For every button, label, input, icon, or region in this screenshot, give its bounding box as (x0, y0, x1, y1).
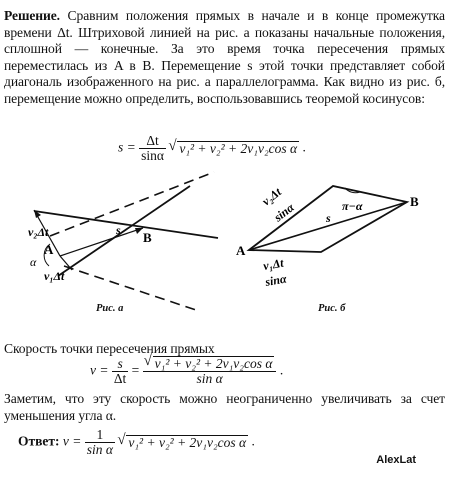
solution-paragraph (4, 8, 445, 108)
speed-text: Скорость точки пересечения прямых (4, 341, 215, 356)
fig-a-label-v1: v₁Δt (44, 269, 65, 283)
formula2-den: Δt (113, 370, 127, 386)
answer-end: . (251, 433, 255, 449)
formula1-end: . (302, 139, 306, 155)
fig-b-label-bot-num: v₁Δt (262, 255, 285, 273)
fig-b-label-top-den: sinα (271, 200, 297, 225)
fig-a-label-alpha: α (30, 255, 37, 269)
fig-a-label-B: B (143, 230, 152, 245)
formula-cosine (118, 134, 306, 163)
answer-label: Ответ: (18, 433, 60, 449)
answer-lhs: v = (62, 433, 82, 449)
answer-den: sin α (86, 442, 113, 457)
formula1-fraction (139, 134, 166, 163)
solution-text: Сравним положения прямых в начале и в конце промежутка времени Δt. Штриховой линией на рис. а показаны начальные положения, сплошной — конечные. За это время точка пересечения прямых переместилась из A в B. Перемещение s этой точки представляет собой диагональ изображенного на рис. а параллелограмма. Как видно из рис. б, перемещение можно определить, воспользовавшись теоремой косинусов: (4, 8, 445, 106)
fig-b-label-B: B (410, 194, 419, 209)
formula1-num: Δt (139, 134, 166, 149)
fig-b-caption: Рис. б (318, 303, 346, 314)
formula-speed (90, 356, 283, 386)
formula2-root: √ v₁² + v₂² + 2v₁v₂cos α (153, 356, 275, 371)
answer (18, 428, 255, 457)
figure-b (236, 170, 421, 300)
answer-fraction (85, 428, 115, 457)
signature: AlexLat (376, 454, 416, 466)
formula2-eq: = (131, 362, 140, 378)
fig-b-label-A: A (236, 243, 246, 258)
vector-v1 (60, 256, 72, 270)
formula2-den2: sin α (196, 371, 223, 387)
formula2-fraction2 (143, 356, 277, 386)
formula2-num2 (143, 356, 277, 372)
note-text: Заметим, что эту скорость можно неограниченно увеличивать за счет уменьшения угла α. (4, 391, 445, 423)
formula2-fraction1 (112, 357, 128, 386)
solution-label: Решение. (4, 8, 60, 23)
formula1-lhs: s = (118, 139, 136, 155)
formula1-den: sinα (141, 148, 164, 163)
fig-a-caption: Рис. а (96, 303, 124, 314)
formula1-root: √ v₁² + v₂² + 2v₁v₂cos α (177, 141, 299, 156)
dashed-line-lower (64, 266, 196, 310)
fig-a-label-A: A (44, 242, 54, 257)
formula2-end: . (279, 362, 284, 378)
figure-a (4, 170, 219, 320)
answer-root: √ v₁² + v₂² + 2v₁v₂cos α (126, 435, 248, 450)
fig-a-label-v2: v₂Δt (28, 225, 49, 239)
formula2-lhs: v = (90, 362, 109, 378)
answer-num: 1 (85, 428, 115, 443)
diagonal-s (249, 202, 407, 250)
fig-b-label-bot-den: sinα (264, 271, 288, 289)
fig-b-label-s: s (326, 211, 331, 225)
vector-s (60, 228, 143, 256)
formula2-num: s (112, 357, 128, 372)
fig-a-label-s: s (116, 223, 121, 237)
fig-b-label-top-num: v₂Δt (259, 184, 284, 209)
fig-b-label-angle: π−α (342, 199, 363, 213)
arrow-s (135, 228, 143, 234)
